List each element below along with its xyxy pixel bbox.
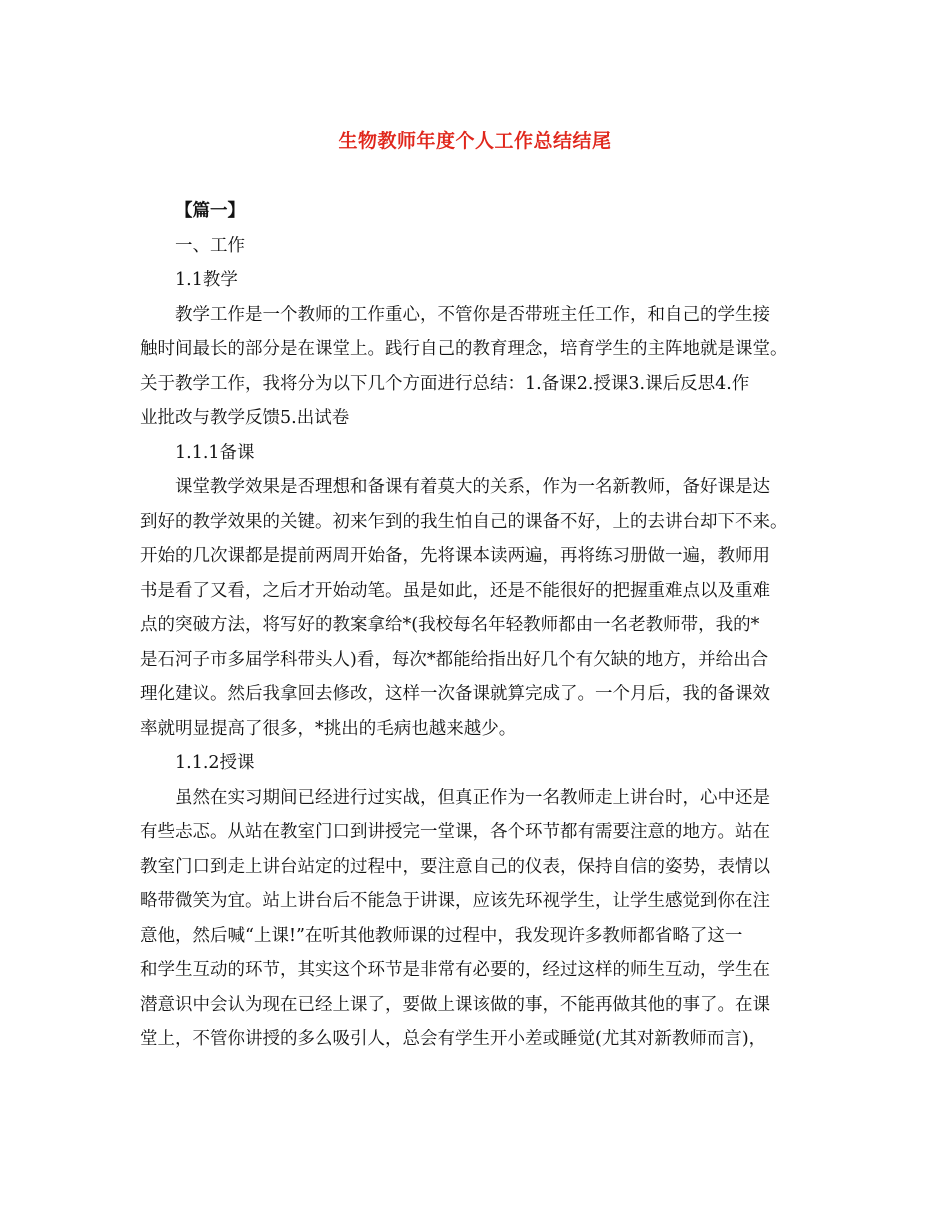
text-line: 触时间最长的部分是在课堂上。践行自己的教育理念，培育学生的主阵地就是课堂。 — [140, 339, 788, 359]
text-line: 开始的几次课都是提前两周开始备，先将课本读两遍，再将练习册做一遍，教师用 — [140, 546, 770, 566]
document-body — [140, 194, 820, 1057]
text-line: 有些忐忑。从站在教室门口到讲授完一堂课，各个环节都有需要注意的地方。站在 — [140, 822, 770, 842]
text-line: 1.1.1备课 — [175, 442, 255, 463]
text-line: 率就明显提高了很多，*挑出的毛病也越来越少。 — [140, 718, 517, 739]
text-line: 1.1.2授课 — [175, 753, 255, 773]
text-line: 课堂教学效果是否理想和备课有着莫大的关系，作为一名新教师，备好课是达 — [175, 477, 770, 497]
text-line: 点的突破方法，将写好的教案拿给*(我校每名年轻教师都由一名老教师带，我的* — [140, 615, 760, 635]
text-line: 业批改与教学反馈5.出试卷 — [140, 408, 350, 428]
text-line: 【篇一】 — [175, 201, 245, 221]
text-line: 潜意识中会认为现在已经上课了，要做上课该做的事，不能再做其他的事了。在课 — [140, 994, 770, 1015]
text-line: 书是看了又看，之后才开始动笔。虽是如此，还是不能很好的把握重难点以及重难 — [140, 580, 770, 601]
text-line: 一、工作 — [175, 235, 245, 256]
text-line: 堂上，不管你讲授的多么吸引人，总会有学生开小差或睡觉(尤其对新教师而言)， — [140, 1029, 767, 1049]
text-line: 是石河子市多届学科带头人)看，每次*都能给指出好几个有欠缺的地方，并给出合 — [140, 649, 769, 670]
text-line: 关于教学工作，我将分为以下几个方面进行总结：1.备课2.授课3.课后反思4.作 — [140, 373, 750, 394]
text-line: 到好的教学效果的关键。初来乍到的我生怕自己的课备不好，上的去讲台却下不来。 — [140, 511, 788, 532]
text-line: 意他，然后喊“上课!”在听其他教师课的过程中，我发现许多教师都省略了这一 — [140, 925, 743, 946]
text-line: 1.1教学 — [175, 270, 238, 290]
text-line: 理化建议。然后我拿回去修改，这样一次备课就算完成了。一个月后，我的备课效 — [140, 684, 770, 704]
text-line: 教学工作是一个教师的工作重心，不管你是否带班主任工作，和自己的学生接 — [175, 304, 770, 325]
text-line: 教室门口到走上讲台站定的过程中，要注意自己的仪表，保持自信的姿势，表情以 — [140, 856, 770, 877]
document-title: 生物教师年度个人工作总结结尾 — [338, 130, 612, 152]
text-line: 略带微笑为宜。站上讲台后不能急于讲课，应该先环视学生，让学生感觉到你在注 — [140, 891, 770, 911]
text-line: 和学生互动的环节，其实这个环节是非常有必要的，经过这样的师生互动，学生在 — [140, 960, 770, 980]
text-line: 虽然在实习期间已经进行过实战，但真正作为一名教师走上讲台时，心中还是 — [175, 787, 770, 808]
